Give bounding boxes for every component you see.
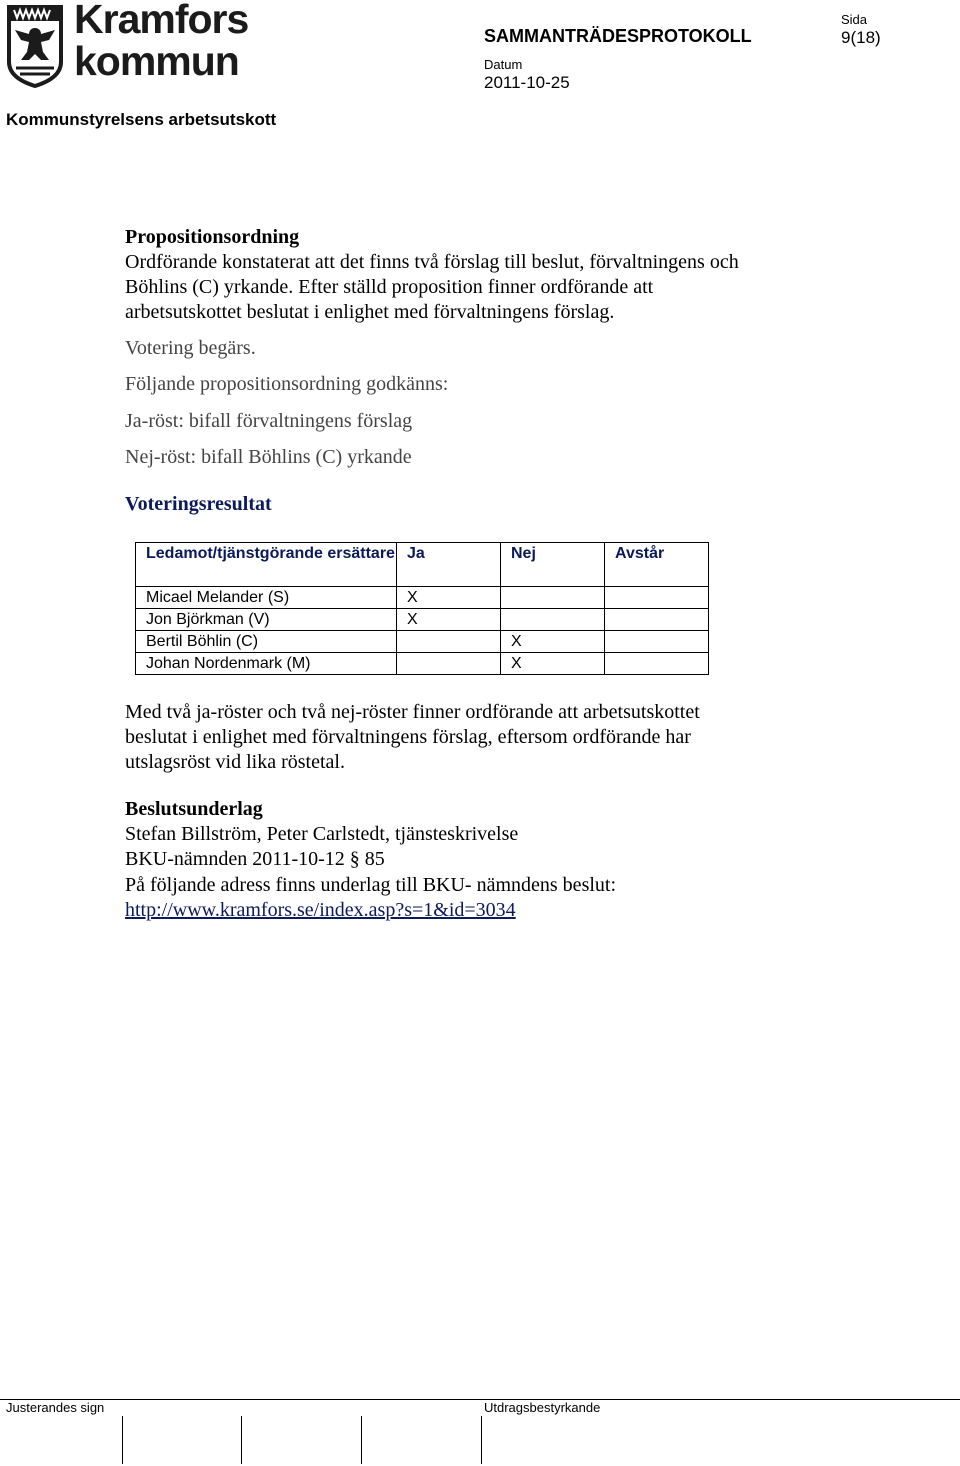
logo-text-line2: kommun xyxy=(74,38,239,84)
vote-yes xyxy=(397,653,501,675)
basis-link-container xyxy=(125,898,516,923)
order-approved: Följande propositionsordning godkänns: xyxy=(125,373,449,395)
table-row xyxy=(136,653,709,675)
column-header-member: Ledamot/tjänstgörande ersättare xyxy=(136,543,397,587)
propositions-text-line1: Ordförande konstaterat att det finns två förslag till beslut, förvaltningens och xyxy=(125,251,739,273)
vote-no xyxy=(501,587,605,609)
vote-requested: Votering begärs. xyxy=(125,337,256,359)
vote-abstain xyxy=(605,631,709,653)
vote-abstain xyxy=(605,587,709,609)
heading-basis: Beslutsunderlag xyxy=(125,798,263,820)
vote-abstain xyxy=(605,609,709,631)
page-number: 9(18) xyxy=(841,28,881,47)
extract-certification-label: Utdragsbestyrkande xyxy=(484,1400,601,1415)
column-header-yes: Ja xyxy=(397,543,501,587)
vote-abstain xyxy=(605,653,709,675)
member-name: Johan Nordenmark (M) xyxy=(136,653,397,675)
vote-no xyxy=(501,609,605,631)
page-label: Sida xyxy=(841,12,868,27)
column-header-abstain: Avstår xyxy=(605,543,709,587)
coat-of-arms-icon xyxy=(6,4,64,88)
table-header-row xyxy=(136,543,709,587)
vote-no: X xyxy=(501,653,605,675)
member-name: Bertil Böhlin (C) xyxy=(136,631,397,653)
basis-line2: BKU-nämnden 2011-10-12 § 85 xyxy=(125,848,385,870)
member-name: Jon Björkman (V) xyxy=(136,609,397,631)
table-row xyxy=(136,631,709,653)
table-row xyxy=(136,587,709,609)
table-row xyxy=(136,609,709,631)
basis-link[interactable]: http://www.kramfors.se/index.asp?s=1&id=3034 xyxy=(125,899,516,921)
vote-table xyxy=(135,542,709,675)
kramfors-logo xyxy=(6,0,256,90)
signature-divider xyxy=(481,1416,482,1464)
signature-divider xyxy=(241,1416,242,1464)
column-header-no: Nej xyxy=(501,543,605,587)
heading-propositions: Propositionsordning xyxy=(125,226,300,248)
yes-vote-description: Ja-röst: bifall förvaltningens förslag xyxy=(125,410,413,432)
propositions-text-line3: arbetsutskottet beslutat i enlighet med förvaltningens förslag. xyxy=(125,301,615,323)
logo-text-line1: Kramfors xyxy=(74,0,249,42)
footer-divider xyxy=(0,1399,960,1400)
result-text-line1: Med två ja-röster och två nej-röster finner ordförande att arbetsutskottet xyxy=(125,701,700,723)
committee-name: Kommunstyrelsens arbetsutskott xyxy=(6,110,277,129)
signature-label: Justerandes sign xyxy=(6,1400,105,1415)
basis-line3: På följande adress finns underlag till BKU- nämndens beslut: xyxy=(125,874,617,896)
propositions-text-line2: Böhlins (C) yrkande. Efter ställd proposition finner ordförande att xyxy=(125,276,654,298)
date-label: Datum xyxy=(484,57,523,72)
heading-results: Voteringsresultat xyxy=(125,493,272,515)
vote-yes: X xyxy=(397,587,501,609)
document-type: SAMMANTRÄDESPROTOKOLL xyxy=(484,26,752,46)
result-text-line3: utslagsröst vid lika röstetal. xyxy=(125,751,345,773)
member-name: Micael Melander (S) xyxy=(136,587,397,609)
date-value: 2011-10-25 xyxy=(484,73,570,92)
vote-yes xyxy=(397,631,501,653)
result-text-line2: beslutat i enlighet med förvaltningens förslag, eftersom ordförande har xyxy=(125,726,691,748)
vote-no: X xyxy=(501,631,605,653)
signature-divider xyxy=(361,1416,362,1464)
vote-yes: X xyxy=(397,609,501,631)
no-vote-description: Nej-röst: bifall Böhlins (C) yrkande xyxy=(125,446,412,468)
basis-line1: Stefan Billström, Peter Carlstedt, tjänsteskrivelse xyxy=(125,823,519,845)
signature-divider xyxy=(122,1416,123,1464)
